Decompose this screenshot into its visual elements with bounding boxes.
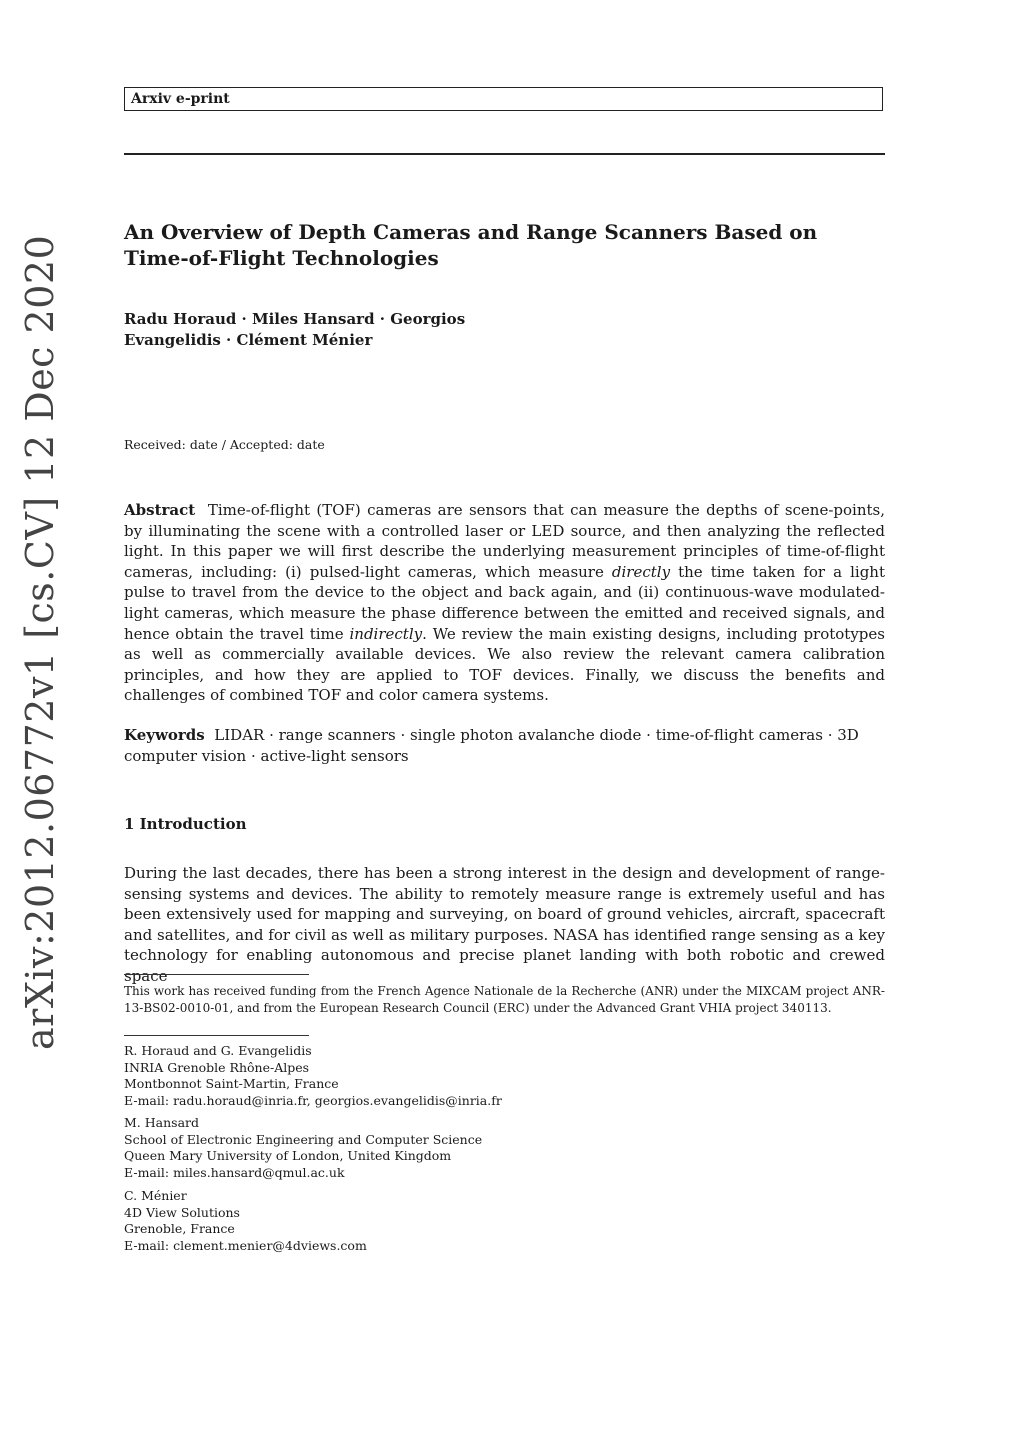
- abstract-text-1: Time-of-flight (TOF) cameras are sensors that can measure the depths of scene-points, by illuminating the scene with a controlled laser or LED source, and then analyzing the reflected light. In this paper we will first describe the underlying measurement principles of time-of-flight cameras, including: (i) pulsed-light cameras, which measure: [124, 501, 885, 581]
- introduction-paragraph: During the last decades, there has been a strong interest in the design and development of range-sensing systems and devices. The ability to remotely measure range is extremely useful and has been extensively used for mapping and surveying, on board of ground vehicles, aircraft, spacecraft and satellites, and for civil as well as military purposes. NASA has identified range sensing as a key technology for enabling autonomous and precise planet landing with both robotic and crewed space: [124, 864, 885, 985]
- keywords-paragraph: [124, 725, 885, 766]
- abstract-text-3: . We review the main existing designs, including prototypes as well as commercially available devices. We also review the relevant camera calibration principles, and how they are applied to TOF devices. Finally, we discuss the benefits and challenges of combined TOF and color camera systems.: [124, 624, 885, 705]
- affiliation-institution: School of Electronic Engineering and Computer Science: [124, 1131, 483, 1147]
- affiliation-rule: [124, 1035, 309, 1036]
- journal-header-box: [124, 87, 883, 111]
- affiliation-block: [124, 1043, 502, 1109]
- author-list: [124, 309, 544, 351]
- arxiv-sidebar-id[interactable]: arXiv:2012.06772v1 [cs.CV] 12 Dec 2020: [18, 234, 62, 1050]
- affiliation-block: [124, 1115, 482, 1181]
- affiliation-location: Montbonnot Saint-Martin, France: [124, 1076, 339, 1091]
- funding-footnote: This work has received funding from the French Agence Nationale de la Recherche (ANR) under the MIXCAM project ANR-13-BS02-0010-01, and from the European Research Council (ERC) under the Advanced Grant VHIA project 340113.: [124, 984, 885, 1015]
- abstract-heading: Abstract: [124, 501, 196, 519]
- journal-header-label: Arxiv e-print: [131, 91, 230, 107]
- title-line-1: An Overview of Depth Cameras and Range Scanners Based on: [124, 220, 818, 244]
- keywords-text: LIDAR · range scanners · single photon avalanche diode · time-of-flight cameras · 3D computer vision · active-light sensors: [124, 726, 859, 765]
- header-rule: [124, 153, 885, 155]
- received-date: Received: date / Accepted: date: [124, 437, 325, 452]
- abstract-text-2: the time taken for a light pulse to travel from the device to the object and back again, and (ii) continuous-wave modulated-light cameras, which measure the phase difference between the emitted and received signals, and hence obtain the travel time: [124, 562, 885, 643]
- keywords-heading: Keywords: [124, 726, 205, 744]
- abstract-paragraph: [124, 500, 885, 706]
- authors-line-2: Evangelidis · Clément Ménier: [124, 331, 373, 349]
- affiliation-names: R. Horaud and G. Evangelidis: [124, 1043, 312, 1058]
- footnote-rule: [124, 974, 309, 975]
- abstract-emphasis-indirectly: indirectly: [349, 624, 423, 643]
- title-line-2: Time-of-Flight Technologies: [124, 246, 439, 270]
- affiliation-names: M. Hansard: [124, 1115, 199, 1130]
- abstract-emphasis-directly: directly: [611, 562, 671, 581]
- authors-line-1: Radu Horaud · Miles Hansard · Georgios: [124, 310, 466, 328]
- paper-title: [124, 219, 884, 271]
- affiliation-names: C. Ménier: [124, 1188, 187, 1203]
- affiliation-institution: 4D View Solutions: [124, 1204, 240, 1220]
- affiliation-block: [124, 1188, 367, 1254]
- affiliation-email[interactable]: E-mail: clement.menier@4dviews.com: [124, 1237, 367, 1253]
- affiliation-institution: INRIA Grenoble Rhône-Alpes: [124, 1059, 310, 1075]
- affiliation-email[interactable]: E-mail: radu.horaud@inria.fr, georgios.evangelidis@inria.fr: [124, 1092, 502, 1108]
- affiliation-location: Grenoble, France: [124, 1221, 235, 1236]
- introduction-heading: 1 Introduction: [124, 815, 247, 833]
- affiliation-location: Queen Mary University of London, United Kingdom: [124, 1148, 452, 1163]
- affiliation-email[interactable]: E-mail: miles.hansard@qmul.ac.uk: [124, 1164, 345, 1180]
